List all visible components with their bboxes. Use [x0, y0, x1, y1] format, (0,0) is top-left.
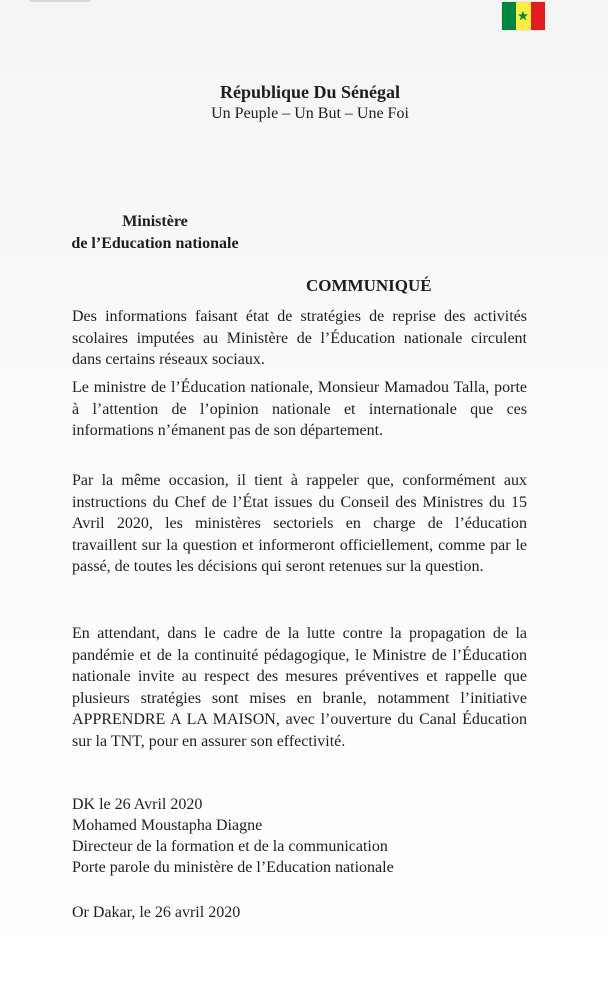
- paragraph-2: Le ministre de l’Éducation nationale, Monsieur Mamadou Talla, porte à l’attention de l’opinion nationale et internationale que ces informations n’émanent pas de son département.: [72, 379, 527, 439]
- signature-date: DK le 26 Avril 2020: [72, 796, 203, 813]
- document-header: [0, 80, 608, 124]
- communique-title: COMMUNIQUÉ: [306, 276, 432, 295]
- paragraph-4: En attendant, dans le cadre de la lutte contre la propagation de la pandémie et de la continuité pédagogique, le Ministre de l’Éducation nationale invite au respect des mesures préventives et rappelle que plusieurs stratégies sont mises en branle, notamment l’initiative APPRENDRE A LA MAISON, avec l’ouverture du Canal Éducation sur la TNT, pour en assurer son effectivité.: [72, 625, 527, 750]
- ministry-name: [40, 211, 270, 255]
- flag-red-stripe: [531, 2, 545, 30]
- signatory-name: Mohamed Moustapha Diagne: [72, 817, 263, 834]
- ministry-line-1: Ministère: [122, 213, 188, 230]
- closing-line: Or Dakar, le 26 avril 2020: [72, 904, 241, 921]
- signatory-role-1: Directeur de la formation et de la communication: [72, 838, 388, 855]
- paragraph-1: Des informations faisant état de stratégies de reprise des activités scolaires imputées au Ministère de l’Éducation nationale circulent dans certains réseaux sociaux.: [72, 308, 527, 368]
- republic-title: République Du Sénégal: [219, 82, 401, 102]
- signatory-role-2: Porte parole du ministère de l’Education nationale: [72, 859, 394, 876]
- flag-green-stripe: [502, 2, 516, 30]
- flag-yellow-stripe: [516, 2, 530, 30]
- scan-edge: [30, 0, 90, 2]
- ministry-line-2: de l’Education nationale: [71, 235, 239, 252]
- star-icon: [518, 10, 529, 21]
- paragraph-3: Par la même occasion, il tient à rappeler que, conformément aux instructions du Chef de l’État issues du Conseil des Ministres du 15 Avril 2020, les ministères sectoriels en charge de l’éducation travaillent sur la question et informeront officiellement, comme par le passé, de toutes les décisions qui seront retenues sur la question.: [72, 472, 527, 575]
- signature-block: [72, 794, 394, 878]
- national-motto: Un Peuple – Un But – Une Foi: [211, 105, 409, 122]
- senegal-flag-icon: [502, 2, 545, 30]
